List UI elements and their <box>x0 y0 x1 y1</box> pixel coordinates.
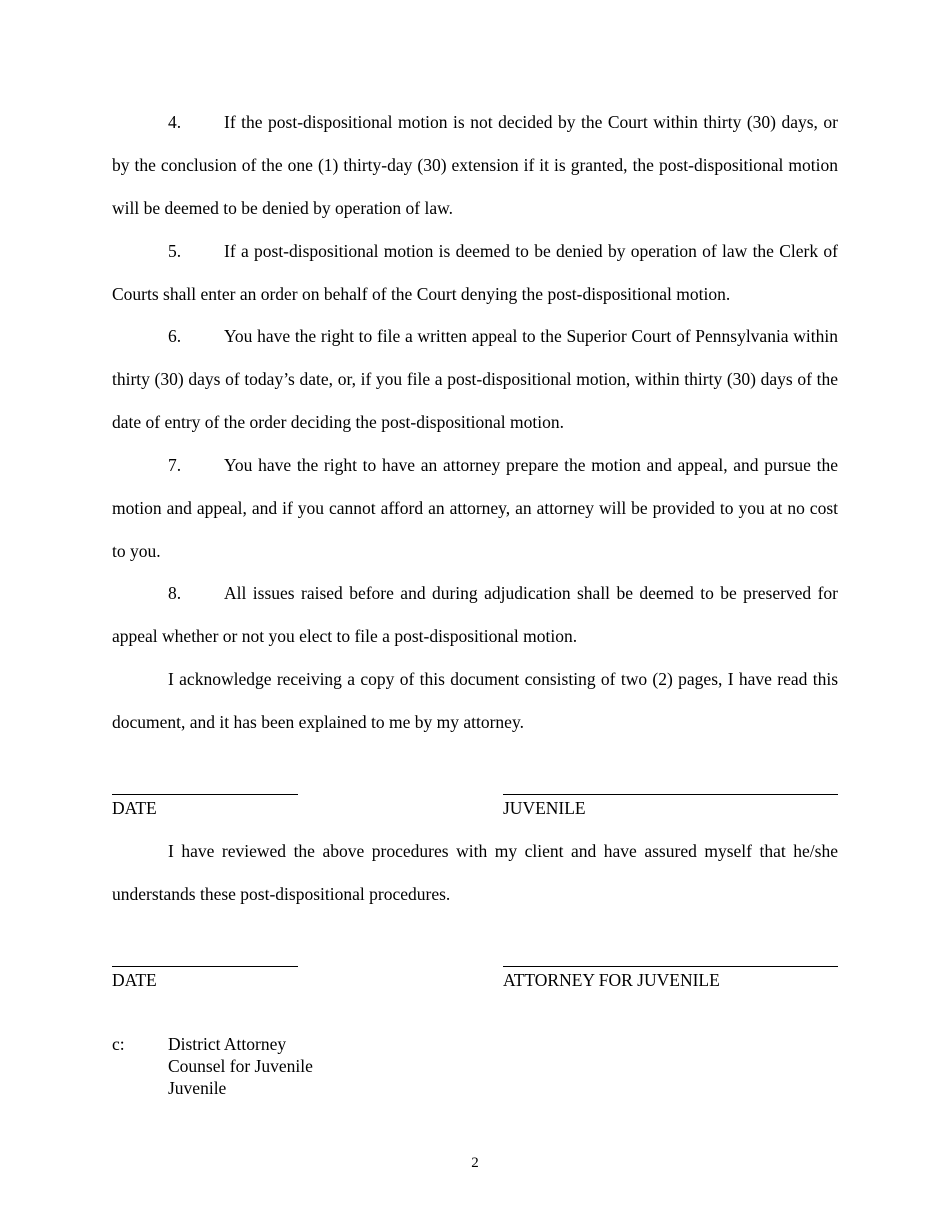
date-label: DATE <box>112 798 157 818</box>
paragraph-number: 6. <box>168 326 182 346</box>
paragraph-number: 7. <box>168 455 182 475</box>
paragraph-8 <box>112 572 838 658</box>
acknowledgment-paragraph <box>112 658 838 744</box>
cc-recipient-list <box>168 1033 313 1099</box>
paragraph-number: 8. <box>168 583 182 603</box>
juvenile-signature-line <box>503 794 838 795</box>
attorney-signature-line <box>503 966 838 967</box>
attorney-statement-paragraph <box>112 830 838 916</box>
date-signature-line <box>112 966 298 967</box>
paragraph-text: You have the right to file a written appeal to the Superior Court of Pennsylvania within thirty (30) days of today’s date, or, if you file a post-dispositional motion, within thirty (30) days of the date of entry of the order deciding the post-dispositional motion. <box>112 326 838 432</box>
paragraph-4 <box>112 101 838 230</box>
cc-recipient: Counsel for Juvenile <box>168 1056 313 1076</box>
paragraph-5 <box>112 230 838 316</box>
cc-recipient: District Attorney <box>168 1034 287 1054</box>
paragraph-text: If the post-dispositional motion is not decided by the Court within thirty (30) days, or by the conclusion of the one (1) thirty-day (30) extension if it is granted, the post-dispositional motion will be deemed to be denied by operation of law. <box>112 112 838 218</box>
attorney-for-juvenile-label: ATTORNEY FOR JUVENILE <box>503 970 720 990</box>
paragraph-7 <box>112 444 838 573</box>
juvenile-label: JUVENILE <box>503 798 586 818</box>
paragraph-number: 5. <box>168 241 182 261</box>
cc-recipient: Juvenile <box>168 1078 227 1098</box>
acknowledgment-text: I acknowledge receiving a copy of this document consisting of two (2) pages, I have read this document, and it has been explained to me by my attorney. <box>112 669 838 732</box>
paragraph-number: 4. <box>168 112 182 132</box>
page-number: 2 <box>471 1155 479 1171</box>
cc-label: c: <box>112 1034 125 1054</box>
paragraph-6 <box>112 315 838 444</box>
paragraph-text: If a post-dispositional motion is deemed to be denied by operation of law the Clerk of Courts shall enter an order on behalf of the Court denying the post-dispositional motion. <box>112 241 838 304</box>
date-signature-line <box>112 794 298 795</box>
paragraph-text: All issues raised before and during adjudication shall be deemed to be preserved for appeal whether or not you elect to file a post-dispositional motion. <box>112 583 838 646</box>
paragraph-text: You have the right to have an attorney prepare the motion and appeal, and pursue the motion and appeal, and if you cannot afford an attorney, an attorney will be provided to you at no cost to you. <box>112 455 838 561</box>
attorney-statement-text: I have reviewed the above procedures with my client and have assured myself that he/she understands these post-dispositional procedures. <box>112 841 838 904</box>
date-label: DATE <box>112 970 157 990</box>
